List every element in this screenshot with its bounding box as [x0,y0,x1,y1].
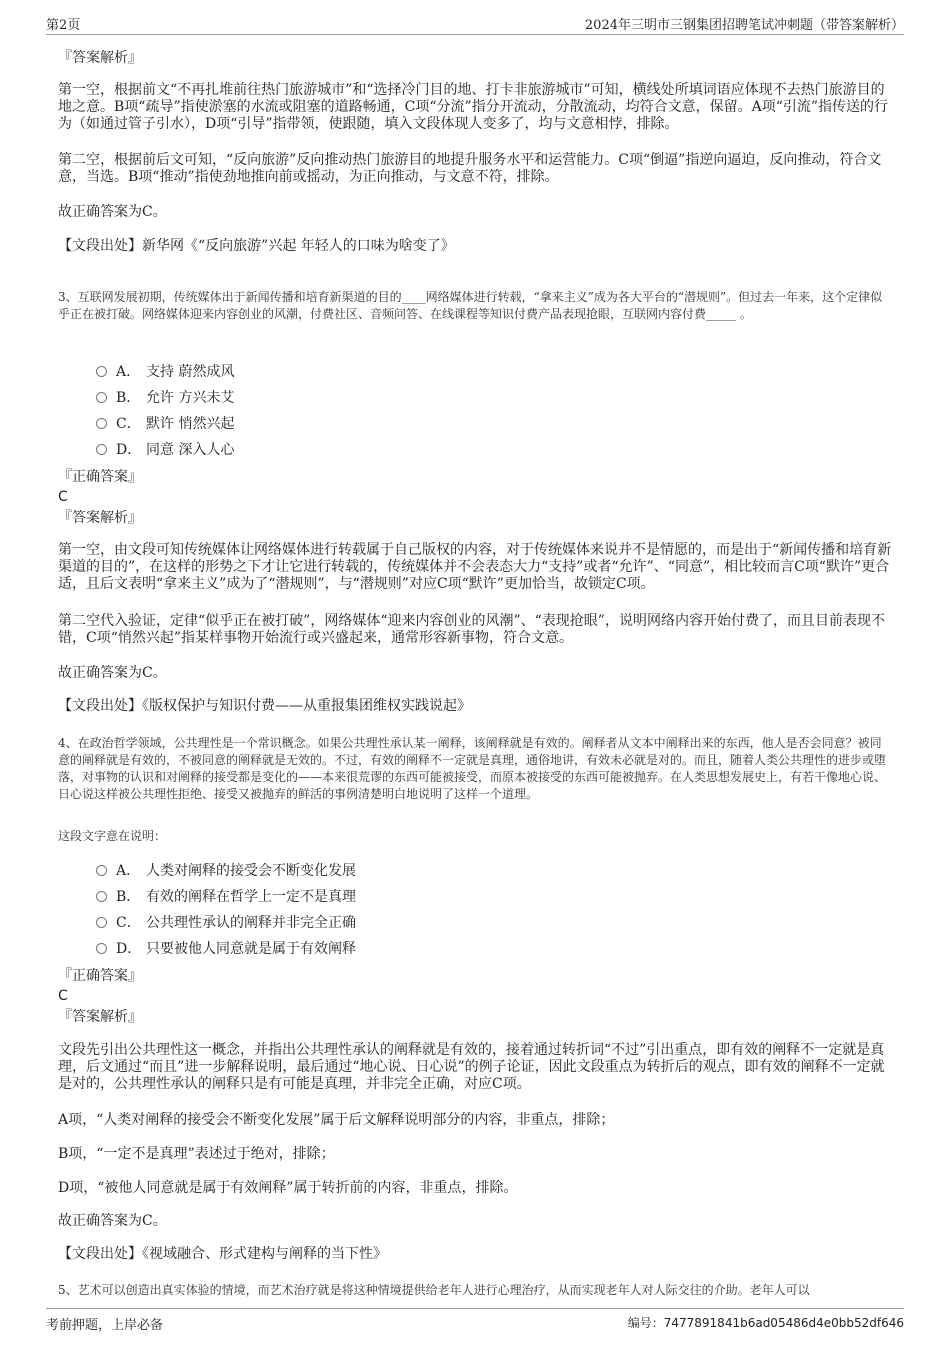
q4-analysis-b: B项，“一定不是真理”表述过于绝对，排除； [58,1146,335,1162]
q2-analysis-p1: 第一空，根据前文“不再扎堆前往热门旅游城市”和“选择冷门目的地、打卡非旅游城市”可知，横线处所填词语应体现不去热门旅游目的地之意。B项“疏导”指使淤塞的水流或阻塞的道路畅通，C项“分流”指分开流动，分散流动，均符合文意，保留。A项“引流”指传送的行为（如通过管子引水），D项“引导”指带领，使跟随，填入文段体现人变多了，均与文意相悖，排除。 [58,82,889,132]
document-title: 2024年三明市三钢集团招聘笔试冲刺题（带答案解析） [584,18,904,33]
q4-option-b[interactable]: B． 有效的阐释在哲学上一定不是真理 [96,888,356,906]
radio-icon[interactable] [96,891,107,902]
page-header [46,14,904,35]
q3-analysis-label: 『答案解析』 [58,510,142,526]
q3-analysis-p1: 第一空，由文段可知传统媒体让网络媒体进行转载属于自己版权的内容，对于传统媒体来说并不是情愿的，而是出于“新闻传播和培育新渠道的目的”，在这样的形势之下才让它进行转载的，传统媒体并不会表态大力“支持”或者“允许”、“同意”，相比较而言C项“默许”更合适，且后文表明“拿来主义”成为了“潜规则”，与“潜规则”对应C项“默许”更加恰当，故锁定C项。 [58,542,892,592]
q2-analysis-p2: 第二空，根据前后文可知，“反向旅游”反向推动热门旅游目的地提升服务水平和运营能力。C项“倒逼”指逆向逼迫，反向推动，符合文意，当选。B项“推动”指使劲地推向前或摇动，为正向推动，与文意不符，排除。 [58,152,882,185]
q4-source: 【文段出处】《视域融合、形式建构与阐释的当下性》 [58,1246,387,1262]
q4-analysis-a: A项，“人类对阐释的接受会不断变化发展”属于后文解释说明部分的内容，非重点，排除； [58,1112,615,1128]
radio-icon[interactable] [96,943,107,954]
q3-answer-label: 『正确答案』 [58,469,142,485]
q4-answer-label: 『正确答案』 [58,968,142,984]
radio-icon[interactable] [96,366,107,377]
q4-analysis-d: D项，“被他人同意就是属于有效阐释”属于转折前的内容，非重点，排除。 [58,1180,518,1196]
q4-stem: 4、在政治哲学领域，公共理性是一个常识概念。如果公共理性承认某一阐释，该阐释就是有效的。阐释者从文本中阐释出来的东西，他人是否会同意？被同意的阐释就是有效的，不被同意的阐释就是无效的。不过，有效的阐释不一定就是真理，通俗地讲，有效未必就是对的。而且，随着人类公共理性的进步或堕落，对事物的认识和对阐释的接受都是变化的——本来很荒谬的东西可能被接受，而原本被接受的东西可能被抛弃。在人类思想发展史上，有若干像地心说、日心说这样被公共理性拒绝、接受又被抛弃的鲜活的事例清楚明白地说明了这样一个道理。 [58,736,887,801]
q3-source: 【文段出处】《版权保护与知识付费——从重报集团维权实践说起》 [58,698,471,714]
q4-answer: C [58,988,68,1004]
q2-source: 【文段出处】新华网《“反向旅游”兴起 年轻人的口味为啥变了》 [58,238,455,254]
document-id: 编号：7477891841b6ad05486d4e0bb52df646 [627,1316,904,1330]
q4-prompt: 这段文字意在说明： [58,829,167,843]
page-footer [46,1308,904,1333]
q2-analysis-label: 『答案解析』 [58,50,142,66]
q3-option-b[interactable]: B． 允许 方兴未艾 [96,389,234,407]
q3-stem: 3、互联网发展初期，传统媒体出于新闻传播和培育新渠道的目的____网络媒体进行转载，“拿来主义”成为各大平台的“潜规则”。但过去一年来，这个定律似乎正在被打破。网络媒体迎来内容创业的风潮，付费社区、音频问答、在线课程等知识付费产品表现抢眼，互联网内容付费_____ 。 [58,290,883,321]
q3-answer: C [58,489,68,505]
q2-conclusion: 故正确答案为C。 [58,204,167,220]
q3-option-d[interactable]: D． 同意 深入人心 [96,441,234,459]
q3-option-c[interactable]: C． 默许 悄然兴起 [96,415,234,433]
q3-conclusion: 故正确答案为C。 [58,665,167,681]
q4-option-c[interactable]: C． 公共理性承认的阐释并非完全正确 [96,914,356,932]
q4-option-a[interactable]: A． 人类对阐释的接受会不断变化发展 [96,862,356,880]
radio-icon[interactable] [96,917,107,928]
q4-analysis-label: 『答案解析』 [58,1009,142,1025]
q3-analysis-p2: 第二空代入验证，定律“似乎正在被打破”，网络媒体“迎来内容创业的风潮”、“表现抢眼”，说明网络内容开始付费了，而且目前表现不错，C项“悄然兴起”指某样事物开始流行或兴盛起来，通常形容新事物，符合文意。 [58,613,885,646]
footer-slogan: 考前押题，上岸必备 [46,1318,164,1333]
page-number: 第2页 [46,18,81,33]
q4-option-d[interactable]: D． 只要被他人同意就是属于有效阐释 [96,940,356,958]
radio-icon[interactable] [96,865,107,876]
q4-conclusion: 故正确答案为C。 [58,1213,167,1229]
radio-icon[interactable] [96,444,107,455]
q5-stem: 5、艺术可以创造出真实体验的情境，而艺术治疗就是将这种情境提供给老年人进行心理治疗，从而实现老年人对人际交往的介助。老年人可以 [58,1283,810,1297]
radio-icon[interactable] [96,418,107,429]
radio-icon[interactable] [96,392,107,403]
q3-option-a[interactable]: A． 支持 蔚然成风 [96,363,234,381]
q4-analysis-p1: 文段先引出公共理性这一概念，并指出公共理性承认的阐释就是有效的，接着通过转折词“不过”引出重点，即有效的阐释不一定就是真理，后文通过“而且”进一步解释说明，最后通过“地心说、日心说”的例子论证，因此文段重点为转折后的观点，即有效的阐释不一定就是对的，公共理性承认的阐释只是有可能是真理，并非完全正确，对应C项。 [58,1042,885,1092]
